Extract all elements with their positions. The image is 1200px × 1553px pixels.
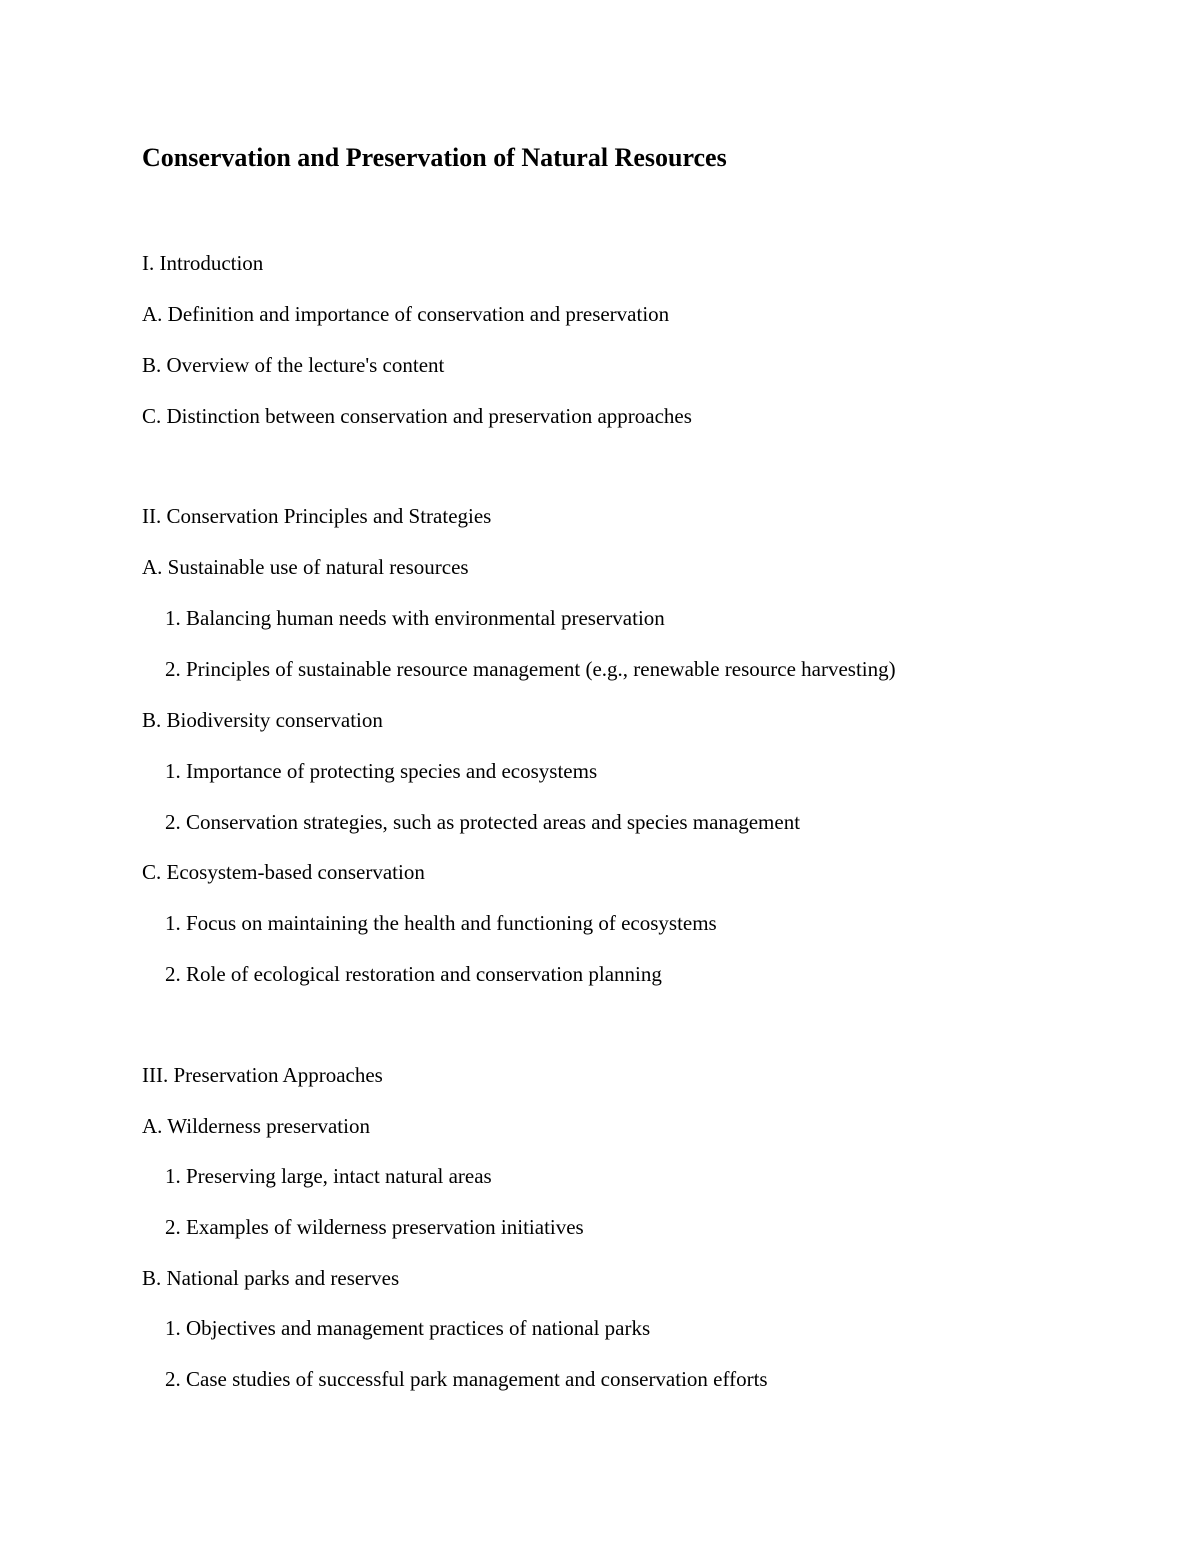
outline-item: C. Ecosystem-based conservation xyxy=(142,860,425,884)
outline-subitem: 2. Role of ecological restoration and conservation planning xyxy=(165,962,662,986)
section-heading-preservation-approaches: III. Preservation Approaches xyxy=(142,1063,383,1087)
outline-subitem: 1. Importance of protecting species and ecosystems xyxy=(165,759,598,783)
section-heading-introduction: I. Introduction xyxy=(142,251,264,275)
outline-subitem: 2. Examples of wilderness preservation initiatives xyxy=(165,1215,584,1239)
outline-subitem: 1. Objectives and management practices of national parks xyxy=(165,1316,651,1340)
document-title: Conservation and Preservation of Natural Resources xyxy=(142,143,727,172)
outline-subitem: 1. Focus on maintaining the health and functioning of ecosystems xyxy=(165,911,717,935)
outline-item: B. Overview of the lecture's content xyxy=(142,353,445,377)
outline-item: A. Wilderness preservation xyxy=(142,1114,370,1138)
section-heading-conservation-principles: II. Conservation Principles and Strategies xyxy=(142,504,492,528)
outline-subitem: 1. Preserving large, intact natural areas xyxy=(165,1164,492,1188)
outline-subitem: 2. Principles of sustainable resource management (e.g., renewable resource harvesting) xyxy=(165,657,896,681)
outline-subitem: 2. Conservation strategies, such as protected areas and species management xyxy=(165,810,801,834)
outline-item: B. Biodiversity conservation xyxy=(142,708,383,732)
outline-item: B. National parks and reserves xyxy=(142,1266,400,1290)
outline-item: A. Definition and importance of conservation and preservation xyxy=(142,302,670,326)
outline-subitem: 1. Balancing human needs with environmental preservation xyxy=(165,606,665,630)
outline-item: A. Sustainable use of natural resources xyxy=(142,555,469,579)
outline-subitem: 2. Case studies of successful park management and conservation efforts xyxy=(165,1367,768,1391)
outline-item: C. Distinction between conservation and preservation approaches xyxy=(142,404,692,428)
